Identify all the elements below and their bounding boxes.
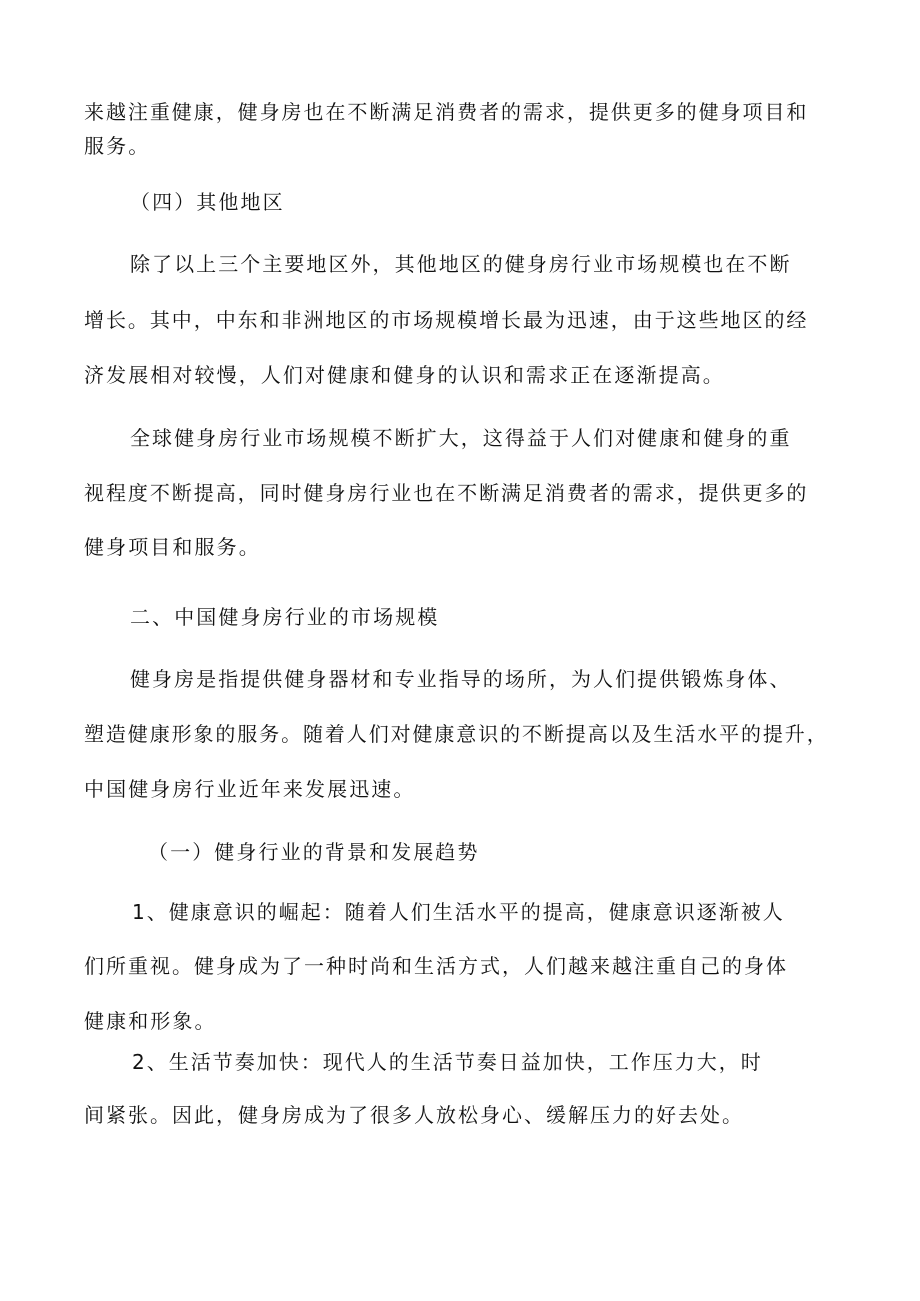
paragraph-line: 塑造健康形象的服务。随着人们对健康意识的不断提高以及生活水平的提升， — [84, 722, 829, 746]
list-item-line: 1、健康意识的崛起：随着人们生活水平的提高，健康意识逐渐被人 — [132, 900, 785, 924]
paragraph-line: 中国健身房行业近年来发展迅速。 — [84, 777, 416, 801]
list-item-line: 间紧张。因此，健身房成为了很多人放松身心、缓解压力的好去处。 — [84, 1103, 744, 1127]
paragraph-line: 济发展相对较慢，人们对健康和健身的认识和需求正在逐渐提高。 — [84, 363, 725, 387]
section-heading-background: （一）健身行业的背景和发展趋势 — [148, 840, 480, 864]
section-heading-other-regions: （四）其他地区 — [130, 190, 285, 214]
paragraph-line: 除了以上三个主要地区外，其他地区的健身房行业市场规模也在不断 — [130, 252, 792, 276]
paragraph-line: 来越注重健康，健身房也在不断满足消费者的需求，提供更多的健身项目和 — [84, 100, 809, 124]
paragraph-line: 服务。 — [84, 134, 151, 158]
paragraph-line: 健身房是指提供健身器材和专业指导的场所，为人们提供锻炼身体、 — [130, 667, 792, 691]
section-heading-china-market: 二、中国健身房行业的市场规模 — [130, 605, 440, 629]
paragraph-line: 健身项目和服务。 — [84, 535, 261, 559]
paragraph-line: 视程度不断提高，同时健身房行业也在不断满足消费者的需求，提供更多的 — [84, 481, 809, 505]
paragraph-line: 全球健身房行业市场规模不断扩大，这得益于人们对健康和健身的重 — [130, 426, 792, 450]
paragraph-line: 增长。其中，中东和非洲地区的市场规模增长最为迅速，由于这些地区的经 — [84, 308, 809, 332]
list-item-line: 们所重视。健身成为了一种时尚和生活方式，人们越来越注重自己的身体 — [84, 954, 788, 978]
list-item-line: 健康和形象。 — [84, 1009, 217, 1033]
list-item-line: 2、生活节奏加快：现代人的生活节奏日益加快，工作压力大，时 — [132, 1050, 763, 1074]
